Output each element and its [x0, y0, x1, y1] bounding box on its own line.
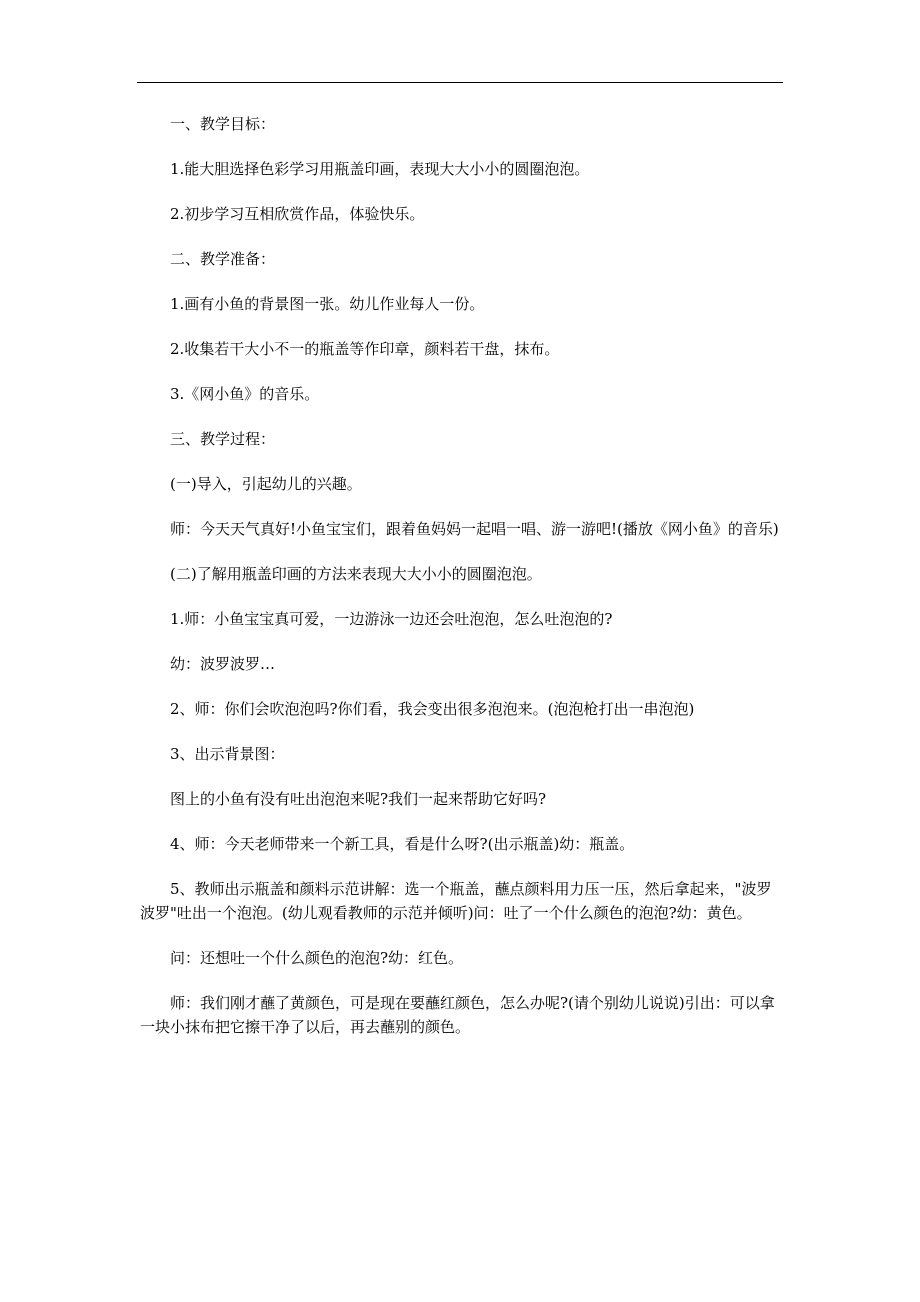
- paragraph: 4、师：今天老师带来一个新工具，看是什么呀?(出示瓶盖)幼：瓶盖。: [170, 835, 635, 853]
- paragraph: 1.师：小鱼宝宝真可爱，一边游泳一边还会吐泡泡，怎么吐泡泡的?: [170, 610, 613, 628]
- paragraph: 2、师：你们会吹泡泡吗?你们看，我会变出很多泡泡来。(泡泡枪打出一串泡泡): [170, 700, 695, 718]
- paragraph: 师：今天天气真好!小鱼宝宝们，跟着鱼妈妈一起唱一唱、游一游吧!(播放《网小鱼》的音乐): [170, 520, 779, 538]
- paragraph: 师：我们刚才蘸了黄颜色，可是现在要蘸红颜色，怎么办呢?(请个别幼儿说说)引出：可以拿一块小抹布把它擦干净了以后，再去蘸别的颜色。: [140, 994, 775, 1036]
- paragraph: 3.《网小鱼》的音乐。: [170, 385, 320, 403]
- document-body: [140, 112, 782, 1060]
- paragraph: 2.收集若干大小不一的瓶盖等作印章，颜料若干盘，抹布。: [170, 340, 560, 358]
- paragraph: 图上的小鱼有没有吐出泡泡来呢?我们一起来帮助它好吗?: [170, 790, 547, 808]
- section-heading-preparation: 二、教学准备：: [170, 250, 276, 268]
- paragraph: 幼：波罗波罗…: [170, 655, 276, 673]
- paragraph: 1.能大胆选择色彩学习用瓶盖印画，表现大大小小的圆圈泡泡。: [170, 160, 590, 178]
- section-heading-process: 三、教学过程：: [170, 430, 276, 448]
- paragraph: 5、教师出示瓶盖和颜料示范讲解：选一个瓶盖，蘸点颜料用力压一压，然后拿起来，"波罗波罗"吐出一个泡泡。(幼儿观看教师的示范并倾听)问：吐了一个什么颜色的泡泡?幼：黄色。: [140, 880, 772, 922]
- section-heading-goals: 一、教学目标：: [170, 115, 276, 133]
- paragraph: 3、出示背景图：: [170, 745, 285, 763]
- paragraph: 2.初步学习互相欣赏作品，体验快乐。: [170, 205, 425, 223]
- paragraph: 1.画有小鱼的背景图一张。幼儿作业每人一份。: [170, 295, 485, 313]
- paragraph: (二)了解用瓶盖印画的方法来表现大大小小的圆圈泡泡。: [170, 565, 542, 583]
- header-rule: [137, 82, 783, 83]
- paragraph: (一)导入，引起幼儿的兴趣。: [170, 475, 362, 493]
- paragraph: 问：还想吐一个什么颜色的泡泡?幼：红色。: [170, 949, 464, 967]
